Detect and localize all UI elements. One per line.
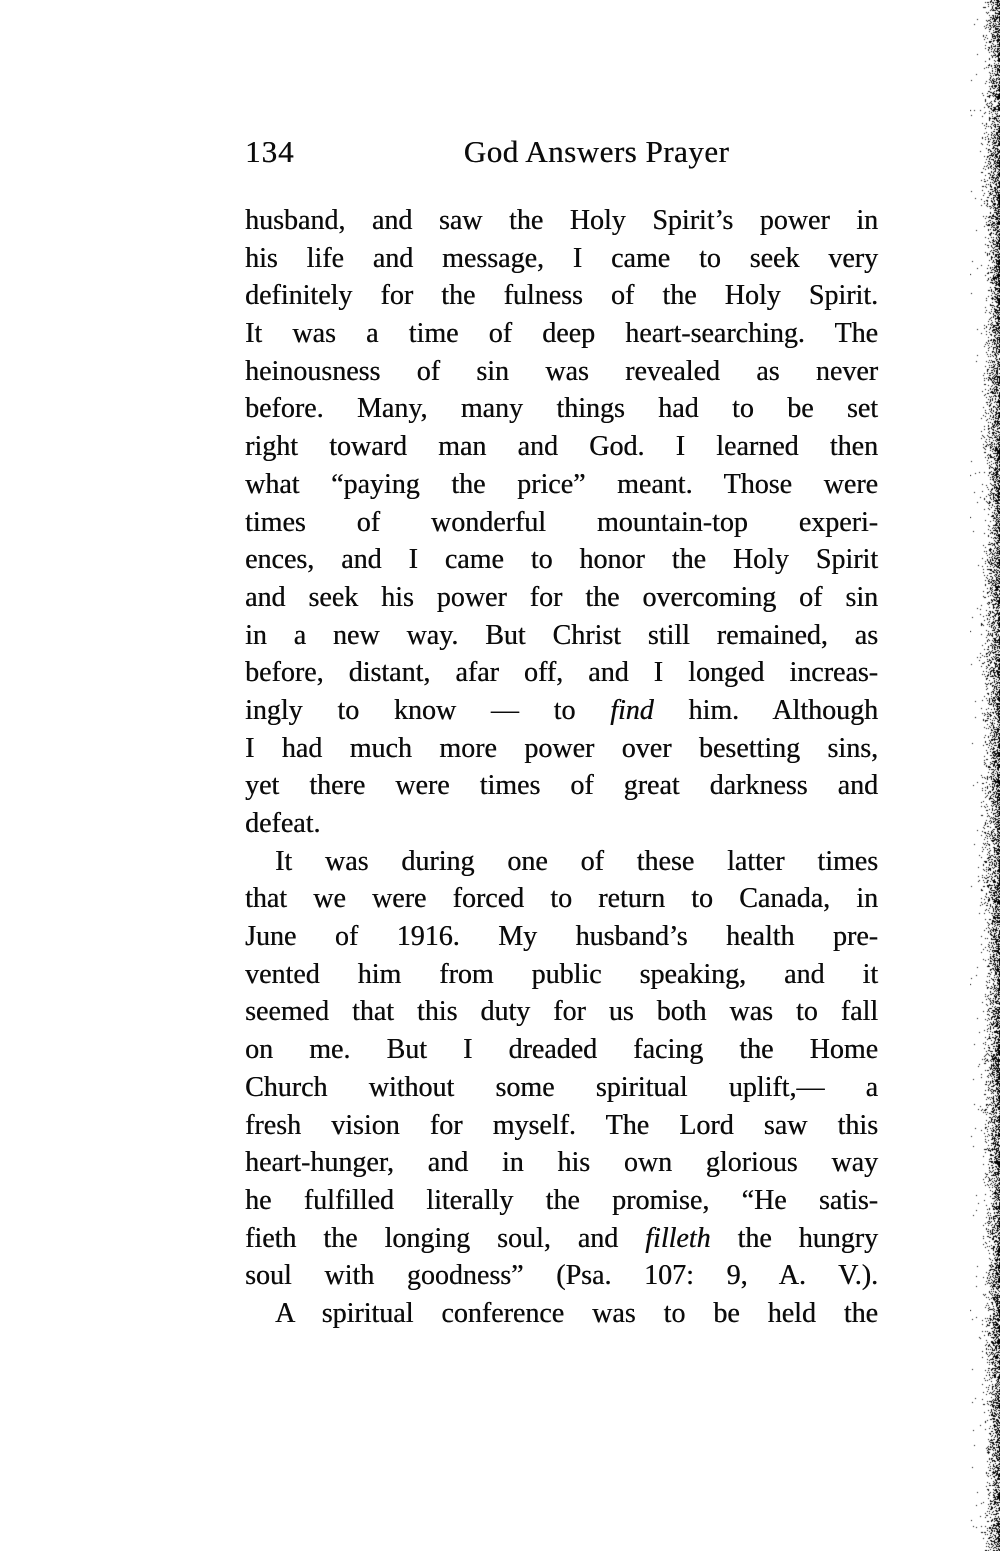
text-line xyxy=(245,1144,878,1182)
text-line xyxy=(245,617,878,655)
text-segment: the hungry xyxy=(710,1222,879,1254)
text-segment: vented him from public speaking, and it xyxy=(245,958,878,990)
text-segment: ences, and I came to honor the Holy Spirit xyxy=(245,544,878,576)
text-line xyxy=(245,428,878,466)
text-line xyxy=(245,1107,878,1145)
page-header xyxy=(245,131,878,173)
text-segment: Church without some spiritual uplift,— a xyxy=(245,1071,878,1103)
text-block xyxy=(245,202,878,1333)
text-segment: June of 1916. My husband’s health pre- xyxy=(245,921,878,953)
text-line xyxy=(245,654,878,692)
text-line xyxy=(245,240,878,278)
text-segment: him. Although xyxy=(653,694,878,726)
text-line xyxy=(245,466,878,504)
text-segment: A spiritual conference was to be held the xyxy=(275,1297,878,1329)
text-line xyxy=(245,390,878,428)
italic-text: filleth xyxy=(645,1222,711,1254)
text-line xyxy=(245,993,878,1031)
text-segment: seemed that this duty for us both was to fall xyxy=(245,996,878,1028)
text-segment: before, distant, afar off, and I longed increas- xyxy=(245,657,878,689)
text-segment: yet there were times of great darkness and xyxy=(245,770,878,802)
text-segment: ingly to know — to xyxy=(245,694,611,726)
text-segment: heart-hunger, and in his own glorious way xyxy=(245,1147,878,1179)
text-segment: before. Many, many things had to be set xyxy=(245,393,878,425)
text-line xyxy=(245,1182,878,1220)
text-segment: his life and message, I came to seek very xyxy=(245,242,878,274)
text-line xyxy=(245,1295,878,1333)
text-line xyxy=(245,805,878,843)
scan-edge-noise-strip xyxy=(970,0,1000,1551)
text-segment: right toward man and God. I learned then xyxy=(245,431,878,463)
text-segment: fresh vision for myself. The Lord saw this xyxy=(245,1109,878,1141)
text-line xyxy=(245,353,878,391)
text-segment: what “paying the price” meant. Those were xyxy=(245,468,878,500)
text-line xyxy=(245,315,878,353)
text-segment: that we were forced to return to Canada, in xyxy=(245,883,878,915)
text-line xyxy=(245,1257,878,1295)
text-segment: It was during one of these latter times xyxy=(275,845,878,877)
text-segment: defeat. xyxy=(245,808,321,839)
text-segment: husband, and saw the Holy Spirit’s power in xyxy=(245,205,878,236)
text-line xyxy=(245,1031,878,1069)
text-line xyxy=(245,956,878,994)
text-line xyxy=(245,880,878,918)
text-segment: he fulfilled literally the promise, “He satis- xyxy=(245,1184,878,1216)
text-line xyxy=(245,504,878,542)
text-segment: and seek his power for the overcoming of sin xyxy=(245,581,878,613)
text-line xyxy=(245,541,878,579)
text-segment: in a new way. But Christ still remained, as xyxy=(245,619,878,651)
text-segment: soul with goodness” (Psa. 107: 9, A. V.). xyxy=(245,1260,878,1292)
text-line xyxy=(245,202,878,240)
text-segment: I had much more power over besetting sins, xyxy=(245,732,878,764)
text-line xyxy=(245,843,878,881)
text-line xyxy=(245,767,878,805)
text-line xyxy=(245,692,878,730)
text-line xyxy=(245,730,878,768)
text-segment: times of wonderful mountain-top experi- xyxy=(245,506,878,538)
text-line xyxy=(245,277,878,315)
page-content xyxy=(245,131,878,1333)
text-segment: fieth the longing soul, and xyxy=(245,1222,646,1254)
running-title: God Answers Prayer xyxy=(463,134,730,169)
page-number: 134 xyxy=(245,134,295,169)
text-line xyxy=(245,1220,878,1258)
text-segment: heinousness of sin was revealed as never xyxy=(245,355,878,387)
text-segment: definitely for the fulness of the Holy Spirit. xyxy=(245,280,878,312)
text-line xyxy=(245,918,878,956)
text-line xyxy=(245,579,878,617)
text-segment: on me. But I dreaded facing the Home xyxy=(245,1034,878,1066)
text-segment: It was a time of deep heart-searching. The xyxy=(245,318,878,350)
text-line xyxy=(245,1069,878,1107)
italic-text: find xyxy=(610,694,654,726)
